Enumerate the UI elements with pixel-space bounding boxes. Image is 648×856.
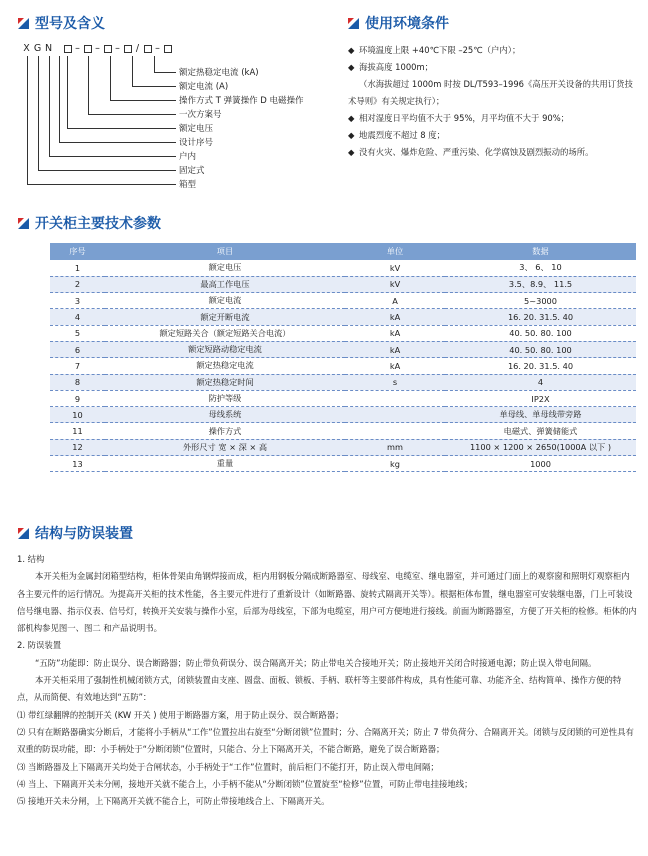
table-cell: 最高工作电压 (105, 276, 345, 292)
table-cell: 电磁式、弹簧储能式 (445, 423, 636, 439)
structure-heading: 2. 防误装置 (17, 640, 62, 651)
section-title-text: 结构与防误装置 (35, 526, 133, 542)
section-title-params (18, 213, 161, 233)
code-letter: N (44, 43, 54, 54)
table-cell: 1 (50, 260, 105, 276)
table-cell: 3 (50, 293, 105, 309)
model-label: 额定热稳定电流 (kA) (179, 68, 259, 78)
table-cell: 5 (50, 325, 105, 341)
table-cell (345, 390, 445, 406)
code-separator: – (155, 43, 161, 54)
table-cell: 1000 (445, 456, 636, 472)
table-cell: 母线系统 (105, 407, 345, 423)
structure-paragraph: 本开关柜采用了强制性机械闭锁方式，闭锁装置由支座、圆盘、面板、锁板、手柄、联杆等主要部件构成，具有性能可靠、功能齐全、结构简单、操作方便的特点，从而简便、有效地达到“五防”： (17, 675, 622, 703)
structure-text (17, 551, 637, 810)
env-note: （水海拔超过 1000m 时按 DL/T593–1996《高压开关设备的共用订货技术导则》有关规定执行）； (348, 79, 633, 106)
table-cell: kA (345, 309, 445, 325)
section-marker-icon (348, 18, 359, 29)
table-cell: 额定热稳定时间 (105, 374, 345, 390)
table-cell: 2 (50, 276, 105, 292)
table-cell: 9 (50, 390, 105, 406)
table-row (50, 309, 636, 325)
table-cell: kA (345, 341, 445, 357)
table-cell: 5~3000 (445, 293, 636, 309)
model-label: 固定式 (179, 166, 205, 176)
table-cell: kV (345, 276, 445, 292)
section-title-text: 开关柜主要技术参数 (35, 216, 161, 232)
table-row (50, 423, 636, 439)
model-code (22, 43, 172, 54)
code-box (164, 45, 172, 53)
table-cell: 40. 50. 80. 100 (445, 341, 636, 357)
table-cell: 单母线、单母线带旁路 (445, 407, 636, 423)
env-item: ◆ 地震烈度不超过 8 度； (348, 127, 638, 144)
env-item: ◆ 相对湿度日平均值不大于 95%，月平均值不大于 90%； (348, 110, 638, 127)
code-letter: X (23, 43, 31, 54)
diamond-bullet-icon: ◆ (348, 113, 355, 123)
structure-heading: 1. 结构 (17, 554, 45, 564)
table-cell: 防护等级 (105, 390, 345, 406)
table-cell (345, 423, 445, 439)
table-cell: 外形尺寸 宽 × 深 × 高 (105, 439, 345, 455)
table-cell: 额定短路动稳定电流 (105, 341, 345, 357)
section-marker-icon (18, 218, 29, 229)
col-header: 项目 (105, 243, 345, 260)
section-title-model (18, 13, 105, 33)
code-separator: – (115, 43, 121, 54)
table-row (50, 276, 636, 292)
table-cell: 4 (50, 309, 105, 325)
table-row (50, 456, 636, 472)
env-list (348, 42, 638, 161)
table-cell: 16. 20. 31.5. 40 (445, 309, 636, 325)
code-separator: – (75, 43, 81, 54)
model-label: 箱型 (179, 180, 197, 190)
table-row (50, 341, 636, 357)
structure-paragraph: 本开关柜为金属封闭箱型结构，柜体骨架由角钢焊接而成，柜内用钢板分隔成断路器室、母线室、电缆室、继电器室，并可通过门面上的观察窗和照明灯观察柜内各主要元件的运行情况。为提高开关柜的技术性能，各主要元件进行了重新设计（如断路器、旋转式隔离开关等）。根据柜体布置，继电器室可安装继电器，门上可装设信号继电器、指示仪表、信号灯，转换开关安装与操作小室，后部为母线室，下部为电缆室，用户可方便地进行接线。前面为断路器室，方便了开关柜的检修。柜体的内部机构参见图一、图二 和产品说明书。 (17, 571, 637, 634)
env-item: ◆ 环境温度上限 +40℃下限 –25℃（户内）； (348, 42, 638, 59)
table-cell: 重量 (105, 456, 345, 472)
table-cell: 3.5、8.9、 11.5 (445, 276, 636, 292)
diamond-bullet-icon: ◆ (348, 45, 355, 55)
section-title-text: 使用环境条件 (365, 16, 449, 32)
table-cell: 额定电流 (105, 293, 345, 309)
section-title-structure (18, 523, 133, 543)
section-title-text: 型号及含义 (35, 16, 105, 32)
structure-paragraph: “五防”功能即：防止误分、误合断路器；防止带负荷误分、误合隔离开关；防止带电关合接地开关；防止接地开关闭合时接通电源；防止误入带电间隔。 (35, 657, 597, 668)
model-label: 额定电压 (179, 124, 214, 134)
structure-list-item: ⑵ 只有在断路器确实分断后，才能将小手柄从“工作”位置拉出右旋至“分断闭锁”位置时；分、合隔离开关；防止 7 带负荷分、合隔离开关。闭锁与反闭锁的可逆性具有双重的防误功能，即：小手柄处于“分断闭锁”位置时，只能合、分上下隔离开关，不能合断路，避免了误合断路器； (17, 726, 634, 755)
table-cell: kA (345, 358, 445, 374)
table-cell: 3、 6、 10 (445, 260, 636, 276)
table-cell: 6 (50, 341, 105, 357)
diamond-bullet-icon: ◆ (348, 130, 355, 140)
table-row (50, 439, 636, 455)
table-cell: 1100 × 1200 × 2650(1000A 以下 ) (445, 439, 636, 455)
model-label: 额定电流 (A) (179, 82, 229, 92)
table-cell: 7 (50, 358, 105, 374)
table-cell: 4 (445, 374, 636, 390)
env-item: ◆ 没有火灾、爆炸危险、严重污染、化学腐蚀及剧烈振动的场所。 (348, 144, 638, 161)
table-row (50, 407, 636, 423)
col-header: 序号 (50, 243, 105, 260)
table-cell: 额定电压 (105, 260, 345, 276)
code-box (64, 45, 72, 53)
table-cell: 11 (50, 423, 105, 439)
table-cell (345, 407, 445, 423)
col-header: 单位 (345, 243, 445, 260)
diamond-bullet-icon: ◆ (348, 147, 355, 157)
model-label: 一次方案号 (179, 110, 222, 120)
table-cell: A (345, 293, 445, 309)
table-cell: 10 (50, 407, 105, 423)
structure-list-item: ⑸ 接地开关未分闸，上下隔离开关就不能合上，可防止带接地线合上、下隔离开关。 (17, 796, 330, 807)
table-cell: 操作方式 (105, 423, 345, 439)
model-label: 户内 (179, 152, 197, 162)
table-row (50, 325, 636, 341)
table-cell: 8 (50, 374, 105, 390)
code-separator: / (135, 43, 141, 54)
code-box (84, 45, 92, 53)
section-title-env (348, 13, 449, 33)
table-cell: 额定短路关合（额定短路关合电流） (105, 325, 345, 341)
table-cell: kg (345, 456, 445, 472)
table-cell: IP2X (445, 390, 636, 406)
table-header-row (50, 243, 636, 260)
table-cell: 40. 50. 80. 100 (445, 325, 636, 341)
table-row (50, 293, 636, 309)
structure-list-item: ⑷ 当上、下隔离开关未分闸，接地开关就不能合上，小手柄不能从“分断闭锁”位置旋至“检修”位置，可防止带电挂接地线； (17, 778, 473, 789)
table-row (50, 260, 636, 276)
model-label: 设计序号 (179, 138, 214, 148)
code-separator: – (95, 43, 101, 54)
code-box (144, 45, 152, 53)
params-table (50, 243, 636, 472)
table-cell: kA (345, 325, 445, 341)
table-cell: 额定热稳定电流 (105, 358, 345, 374)
table-cell: 16. 20. 31.5. 40 (445, 358, 636, 374)
col-header: 数据 (445, 243, 636, 260)
model-diagram (22, 40, 322, 190)
table-cell: 额定开断电流 (105, 309, 345, 325)
table-cell: mm (345, 439, 445, 455)
table-cell: 13 (50, 456, 105, 472)
table-row (50, 358, 636, 374)
model-label: 操作方式 T 弹簧操作 D 电磁操作 (179, 96, 304, 106)
env-item: ◆ 海拔高度 1000m； (348, 59, 638, 76)
code-box (104, 45, 112, 53)
structure-list-item: ⑶ 当断路器及上下隔离开关均处于合闸状态，小手柄处于“工作”位置时，前后柜门不能打开，防止误入带电间隔； (17, 761, 439, 772)
table-row (50, 374, 636, 390)
structure-list-item: ⑴ 带红绿翻牌的控制开关 (KW 开关 ) 使用于断路器方案，用于防止误分、误合断路器； (17, 709, 344, 720)
diamond-bullet-icon: ◆ (348, 62, 355, 72)
section-marker-icon (18, 528, 29, 539)
table-cell: s (345, 374, 445, 390)
table-row (50, 390, 636, 406)
table-cell: kV (345, 260, 445, 276)
section-marker-icon (18, 18, 29, 29)
code-letter: G (33, 43, 43, 54)
code-box (124, 45, 132, 53)
table-cell: 12 (50, 439, 105, 455)
